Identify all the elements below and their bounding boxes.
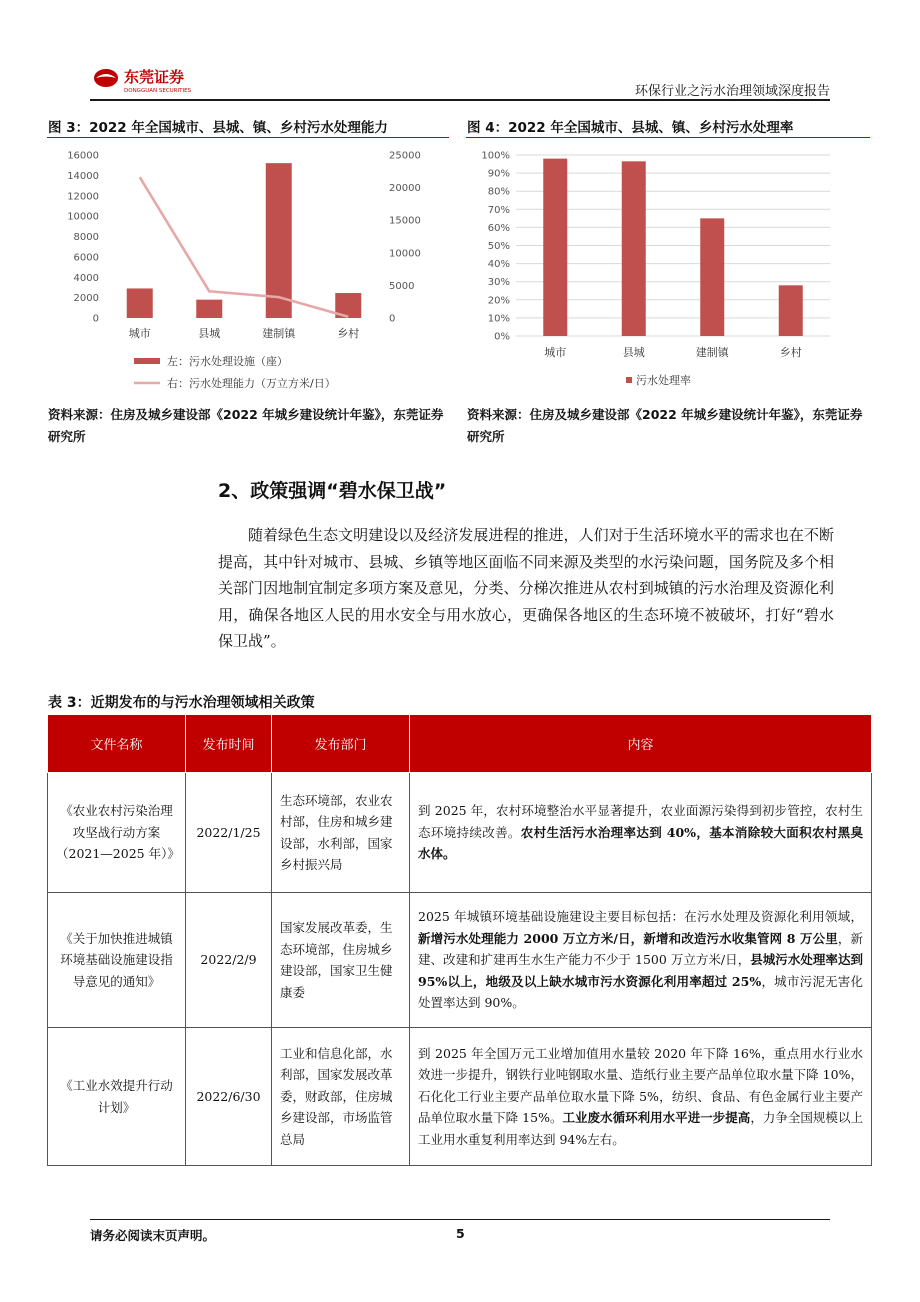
y-left-tick-label: 12000 [67, 191, 99, 203]
header-release-date: 发布时间 [186, 715, 272, 773]
header-divider [90, 99, 830, 101]
y-right-tick-label: 5000 [389, 280, 415, 292]
y-tick-label: 90% [487, 168, 510, 180]
y-tick-label: 50% [487, 241, 510, 252]
company-logo [92, 66, 242, 94]
bar [196, 300, 222, 318]
y-left-tick-label: 6000 [73, 252, 99, 264]
x-category-label: 县城 [622, 346, 645, 359]
y-right-tick-label: 0 [389, 313, 396, 325]
bar [779, 285, 803, 336]
cell-content [410, 773, 872, 893]
figure-4-divider [466, 137, 870, 138]
bar [266, 163, 292, 318]
section-heading: 2、政策强调“碧水保卫战” [218, 480, 447, 502]
header-content: 内容 [410, 715, 872, 773]
content-text: 到 2025 年，农村环境整治水平显著提升，农业面源污染得到初步管控，农村生态环境持续改善。 [418, 803, 863, 840]
footer-divider [90, 1219, 830, 1220]
y-tick-label: 0% [494, 331, 510, 343]
y-left-tick-label: 2000 [73, 293, 99, 305]
y-left-tick-label: 8000 [73, 232, 99, 243]
figure-4-chart [466, 140, 870, 398]
cell-department: 国家发展改革委，生态环境部，住房城乡建设部，国家卫生健康委 [272, 893, 410, 1028]
header-file-name: 文件名称 [48, 715, 186, 773]
y-left-tick-label: 16000 [67, 150, 99, 162]
figure-3-divider [47, 137, 449, 138]
footer-disclaimer: 请务必阅读末页声明。 [90, 1228, 216, 1243]
logo-brand-cn: 东莞证券 [124, 68, 185, 86]
table-row [48, 893, 872, 1028]
content-text: ，新建、改建和扩建再生水生产能力不少于 1500 万立方米/日， [418, 930, 863, 968]
table-row [48, 1028, 872, 1166]
table-3-caption: 表 3：近期发布的与污水治理领域相关政策 [48, 695, 315, 711]
y-tick-label: 60% [487, 222, 510, 234]
legend-swatch-bar [134, 358, 160, 364]
x-category-label: 建制镇 [695, 346, 729, 359]
y-right-tick-label: 10000 [389, 248, 421, 260]
bar [543, 159, 567, 336]
series-line [140, 177, 349, 317]
x-category-label: 乡村 [337, 327, 360, 340]
figure-3-caption: 图 3：2022 年全国城市、县城、镇、乡村污水处理能力 [48, 120, 388, 136]
content-highlight: 工业废水循环利用水平进一步提高 [562, 1110, 751, 1126]
legend-label-line: 右：污水处理能力（万立方米/日） [167, 377, 336, 390]
section-paragraph: 随着绿色生态文明建设以及经济发展进程的推进，人们对于生活环境水平的需求也在不断提高，其中针对城市、县城、乡镇等地区面临不同来源及类型的水污染问题，国务院及多个相关部门因地制宜制定多项方案及意见，分类、分梯次推进从农村到城镇的污水治理及资源化利用，确保各地区人民的用水安全与用水放心，更确保各地区的生态环境不被破坏，打好“碧水保卫战”。 [218, 526, 834, 650]
cell-file-name: 《关于加快推进城镇环境基础设施建设指导意见的通知》 [48, 893, 186, 1028]
y-left-tick-label: 10000 [67, 211, 99, 223]
x-category-label: 建制镇 [262, 327, 296, 340]
content-text: ，力争全国规模以上工业用水重复利用率达到 94%左右。 [418, 1110, 863, 1147]
y-left-tick-label: 14000 [67, 170, 99, 182]
content-text: 2025 年城镇环境基础设施建设主要目标包括：在污水处理及资源化利用领域， [418, 909, 863, 925]
cell-content [410, 893, 872, 1028]
x-category-label: 乡村 [779, 346, 802, 359]
bar [700, 218, 724, 336]
y-tick-label: 40% [487, 259, 510, 271]
y-tick-label: 70% [487, 204, 510, 216]
cell-department: 工业和信息化部，水利部，国家发展改革委，财政部，住房城乡建设部，市场监管总局 [272, 1028, 410, 1166]
y-right-tick-label: 15000 [389, 215, 421, 227]
y-left-tick-label: 0 [92, 313, 99, 325]
y-tick-label: 20% [487, 295, 510, 307]
table-header-row [48, 715, 872, 773]
cell-release-date: 2022/2/9 [186, 893, 272, 1028]
y-tick-label: 30% [487, 277, 510, 289]
table-row [48, 773, 872, 893]
figure-3-source: 资料来源：住房及城乡建设部《2022 年城乡建设统计年鉴》，东莞证券研究所 [48, 407, 444, 444]
policy-table [47, 714, 872, 1166]
y-right-tick-label: 25000 [389, 150, 421, 162]
content-highlight: 农村生活污水治理率达到 40%，基本消除较大面积农村黑臭水体。 [418, 824, 863, 862]
content-highlight: 县城污水处理率达到 95%以上，地级及以上缺水城市污水资源化利用率超过 25% [418, 952, 863, 989]
content-highlight: 新增污水处理能力 2000 万立方米/日，新增和改造污水收集管网 8 万公里 [418, 930, 838, 946]
figure-4-caption: 图 4：2022 年全国城市、县城、镇、乡村污水处理率 [467, 120, 794, 136]
cell-release-date: 2022/1/25 [186, 773, 272, 893]
legend-swatch [626, 377, 632, 383]
page-number: 5 [456, 1226, 465, 1241]
y-tick-label: 100% [481, 150, 510, 162]
y-tick-label: 10% [487, 313, 510, 325]
logo-brand-en: DONGGUAN SECURITIES [124, 88, 192, 94]
cell-file-name: 《农业农村污染治理攻坚战行动方案（2021—2025 年）》 [48, 773, 186, 893]
content-text: 到 2025 年全国万元工业增加值用水量较 2020 年下降 16%，重点用水行业水效进一步提升，钢铁行业吨钢取水量、造纸行业主要产品单位取水量下降 10%，石化化工行业主要产品单位取水量下降 5%，纺织、食品、有色金属行业主要产品单位取水量下降 15%。 [418, 1045, 863, 1126]
legend-label-bar: 左：污水处理设施（座） [167, 355, 288, 368]
cell-file-name: 《工业水效提升行动计划》 [48, 1028, 186, 1166]
header-department: 发布部门 [272, 715, 410, 773]
figure-4-source: 资料来源：住房及城乡建设部《2022 年城乡建设统计年鉴》，东莞证券研究所 [467, 407, 863, 444]
cell-content [410, 1028, 872, 1166]
bar [127, 288, 153, 318]
y-left-tick-label: 4000 [73, 272, 99, 284]
x-category-label: 城市 [544, 346, 567, 359]
cell-release-date: 2022/6/30 [186, 1028, 272, 1166]
bar [622, 161, 646, 336]
content-text: ，城市污泥无害化处置率达到 90%。 [418, 973, 863, 1011]
x-category-label: 城市 [128, 327, 151, 340]
y-right-tick-label: 20000 [389, 183, 421, 195]
figure-3-chart [47, 140, 449, 398]
legend-label: 污水处理率 [636, 374, 691, 387]
y-tick-label: 80% [487, 186, 510, 198]
report-title: 环保行业之污水治理领域深度报告 [634, 84, 830, 99]
cell-department: 生态环境部，农业农村部，住房和城乡建设部，水利部，国家乡村振兴局 [272, 773, 410, 893]
x-category-label: 县城 [198, 327, 221, 340]
